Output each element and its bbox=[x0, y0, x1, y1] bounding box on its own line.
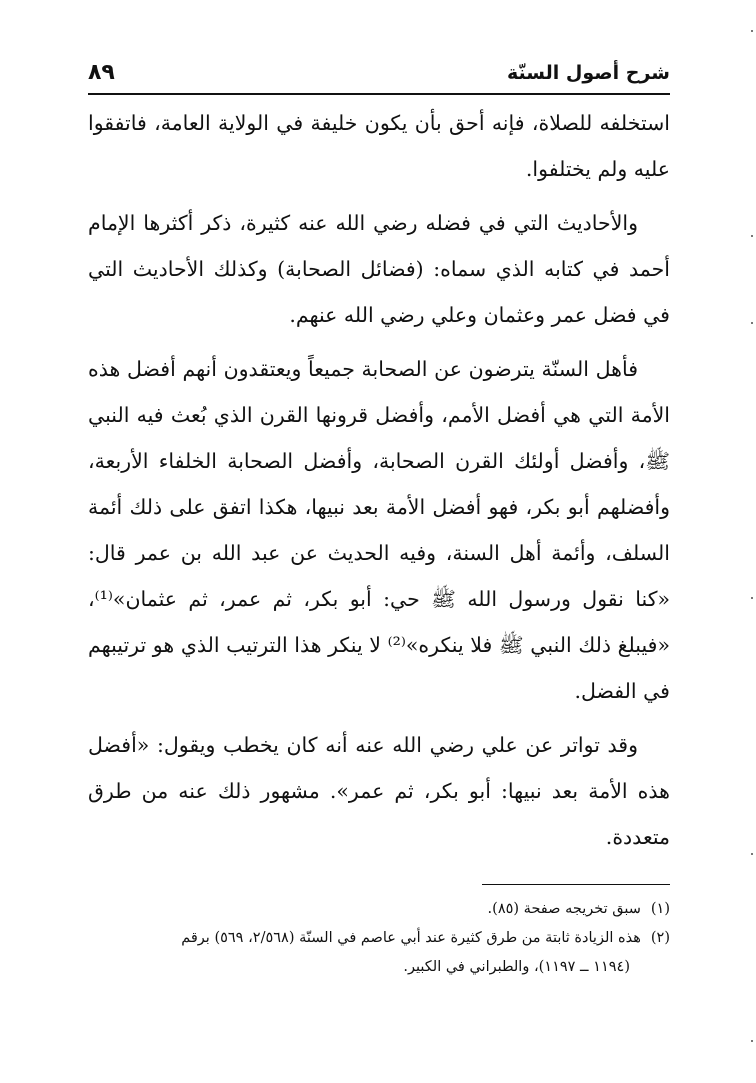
scan-edge-mark bbox=[751, 30, 753, 32]
footnote-2-continuation: (١١٩٤ ــ ١١٩٧)، والطبراني في الكبير. bbox=[403, 959, 630, 975]
footnote-2-text: هذه الزيادة ثابتة من طرق كثيرة عند أبي عاصم في السنّة (٢/٥٦٨، ٥٦٩) برقم bbox=[181, 930, 641, 946]
main-text bbox=[88, 100, 670, 860]
paragraph-2: والأحاديث التي في فضله رضي الله عنه كثيرة، ذكر أكثرها الإمام أحمد في كتابه الذي سماه: (فضائل الصحابة) وكذلك الأحاديث التي في فضل عمر وعثمان وعلي رضي الله عنهم. bbox=[88, 211, 670, 327]
paragraph-gap bbox=[88, 192, 670, 200]
paragraph-1: استخلفه للصلاة، فإنه أحق بأن يكون خليفة في الولاية العامة، فاتفقوا عليه ولم يختلفوا. bbox=[88, 111, 670, 181]
header-rule bbox=[88, 93, 670, 95]
footnote-2-number: (٢) bbox=[650, 930, 670, 946]
running-header bbox=[88, 58, 670, 94]
paragraph-3: فأهل السنّة يترضون عن الصحابة جميعاً ويعتقدون أنهم أفضل هذه الأمة التي هي أفضل الأمم، وأفضل قرونها القرن الذي بُعث فيه النبي ﷺ، وأفضل أولئك القرن الصحابة، وأفضل الصحابة الخلفاء الأربعة، وأفضلهم أبو بكر، فهو أفضل الأمة بعد نبيها، هكذا اتفق على ذلك أئمة السلف، وأئمة أهل السنة، وفيه الحديث عن عبد الله بن عمر قال: «كنا نقول ورسول الله ﷺ حي: أبو بكر، ثم عمر، ثم عثمان»⁽¹⁾، «فيبلغ ذلك النبي ﷺ فلا ينكره»⁽²⁾ لا ينكر هذا الترتيب الذي هو ترتيبهم في الفضل. bbox=[88, 357, 670, 703]
scan-edge-mark bbox=[751, 853, 753, 855]
footnote-1 bbox=[88, 896, 670, 923]
footnote-1-text: سبق تخريجه صفحة (٨٥). bbox=[487, 901, 641, 917]
scan-edge-mark bbox=[751, 322, 753, 324]
paragraph-gap bbox=[88, 338, 670, 346]
page-number: ٨٩ bbox=[88, 60, 115, 85]
scan-edge-mark bbox=[751, 235, 753, 237]
scan-edge-mark bbox=[751, 1040, 753, 1042]
footnotes bbox=[88, 896, 670, 981]
header-title: شرح أصول السنّة bbox=[507, 62, 670, 84]
footnote-2 bbox=[88, 925, 670, 952]
paragraph-4: وقد تواتر عن علي رضي الله عنه أنه كان يخطب ويقول: «أفضل هذه الأمة بعد نبيها: أبو بكر، ثم عمر». مشهور ذلك عنه من طرق متعددة. bbox=[88, 733, 670, 849]
footnote-1-number: (١) bbox=[650, 901, 670, 917]
paragraph-gap bbox=[88, 714, 670, 722]
footnote-rule bbox=[482, 884, 670, 885]
scan-edge-mark bbox=[751, 597, 753, 599]
